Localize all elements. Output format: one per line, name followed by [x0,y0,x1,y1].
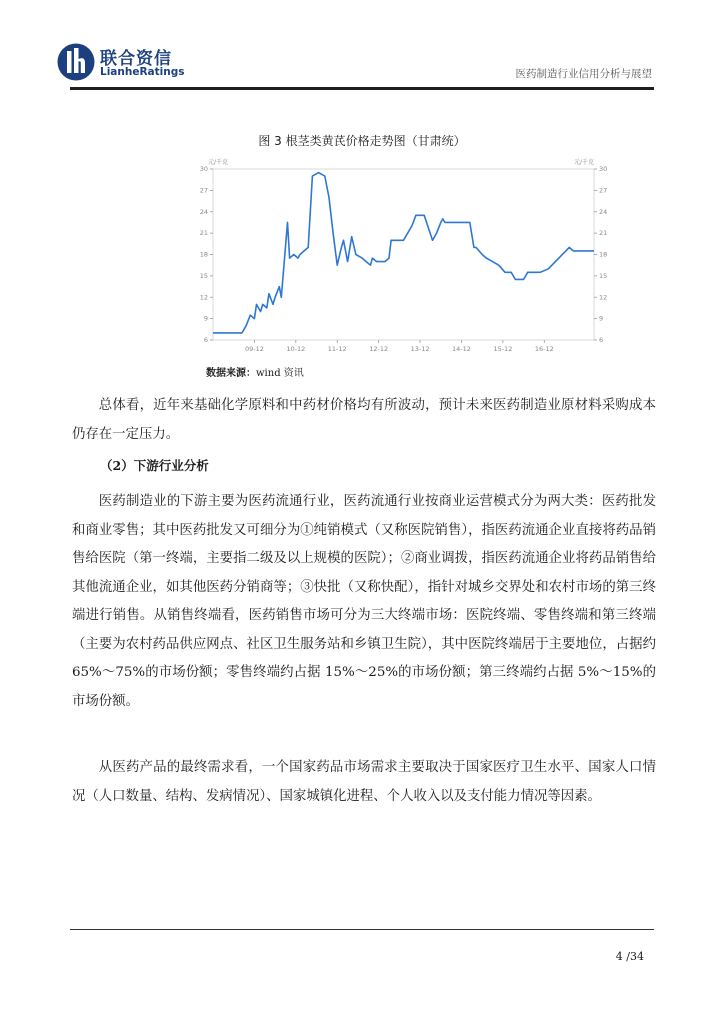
page-number: 4 /34 [615,950,644,963]
y-tick-label-right-7: 27 [599,186,608,195]
x-tick-label-2: 11-12 [327,345,347,353]
plot-area [213,169,594,340]
source-label: 数据来源： [206,368,256,379]
data-source [206,364,304,379]
x-tick-label-3: 12-12 [369,345,389,353]
y-tick-label-right-0: 6 [599,336,604,344]
y-tick-label-right-3: 15 [599,271,608,280]
y-tick-label-right-2: 12 [599,293,608,302]
y-tick-label-left-6: 24 [199,207,208,216]
paragraph-demand: 从医药产品的最终需求看，一个国家药品市场需求主要取决于国家医疗卫生水平、国家人口情况（人口数量、结构、发病情况）、国家城镇化进程、个人收入以及支付能力情况等因素。 [72,760,656,804]
y-axis-right [594,165,607,344]
y-tick-label-left-2: 12 [199,293,208,302]
y-tick-label-left-1: 9 [203,314,208,323]
report-title: 医药制造行业信用分析与展望 [515,68,652,80]
y-tick-label-left-3: 15 [199,271,208,280]
y-tick-label-right-5: 21 [599,229,608,238]
y-right-unit: 元/千克 [574,159,595,166]
figure-caption: 图 3 根茎类黄芪价格走势图（甘肃统） [258,134,466,148]
y-tick-label-left-7: 27 [199,186,208,195]
x-tick-label-7: 16-12 [534,345,554,353]
x-tick-label-5: 14-12 [452,345,471,353]
y-left-unit: 元/千克 [208,159,229,166]
paragraph-downstream: 医药制造业的下游主要为医药流通行业，医药流通行业按商业运营模式分为两大类：医药批发和商业零售；其中医药批发又可细分为①纯销模式（又称医院销售），指医药流通企业直接将药品销售给医院（第一终端，主要指二级及以上规模的医院）；②商业调拨，指医药流通企业将药品销售给其他流通企业，如其他医药分销商等；③快批（又称快配），指针对城乡交界处和农村市场的第三终端进行销售。从销售终端看，医药销售市场可分为三大终端市场：医院终端、零售终端和第三终端（主要为农村药品供应网点、社区卫生服务站和乡镇卫生院），其中医院终端居于主要地位，占据约 65%～75%的市场份额；零售终端约占据 15%～25%的市场份额；第三终端约占据 5%～15%的市场份额。 [72,494,656,709]
x-tick-label-4: 13-12 [410,345,430,353]
y-axis-left [200,165,213,344]
x-tick-label-1: 10-12 [286,345,306,353]
logo-english-name: LianheRatings [100,66,185,78]
y-tick-label-right-1: 9 [599,314,604,323]
company-logo [56,42,206,86]
logo-chinese-name: 联合资信 [100,49,172,69]
y-tick-label-left-5: 21 [199,229,208,238]
source-value: wind 资讯 [256,368,304,379]
y-tick-label-right-4: 18 [599,250,608,259]
y-tick-label-left-4: 18 [199,250,208,259]
x-tick-label-0: 09-12 [244,345,264,353]
section-subheading: （2）下游行业分析 [100,458,209,473]
x-axis [245,340,554,353]
y-tick-label-right-8: 30 [599,165,608,173]
price-trend-chart [196,152,612,358]
lianhe-logo-icon [56,42,96,82]
footer-rule [70,929,654,930]
x-tick-label-6: 15-12 [493,345,513,353]
header-rule [70,87,654,90]
y-tick-label-left-0: 6 [203,336,208,344]
y-tick-label-left-8: 30 [199,165,208,173]
paragraph-summary: 总体看，近年来基础化学原料和中药材价格均有所波动，预计未来医药制造业原材料采购成本仍存在一定压力。 [72,398,656,442]
y-tick-label-right-6: 24 [599,207,608,216]
